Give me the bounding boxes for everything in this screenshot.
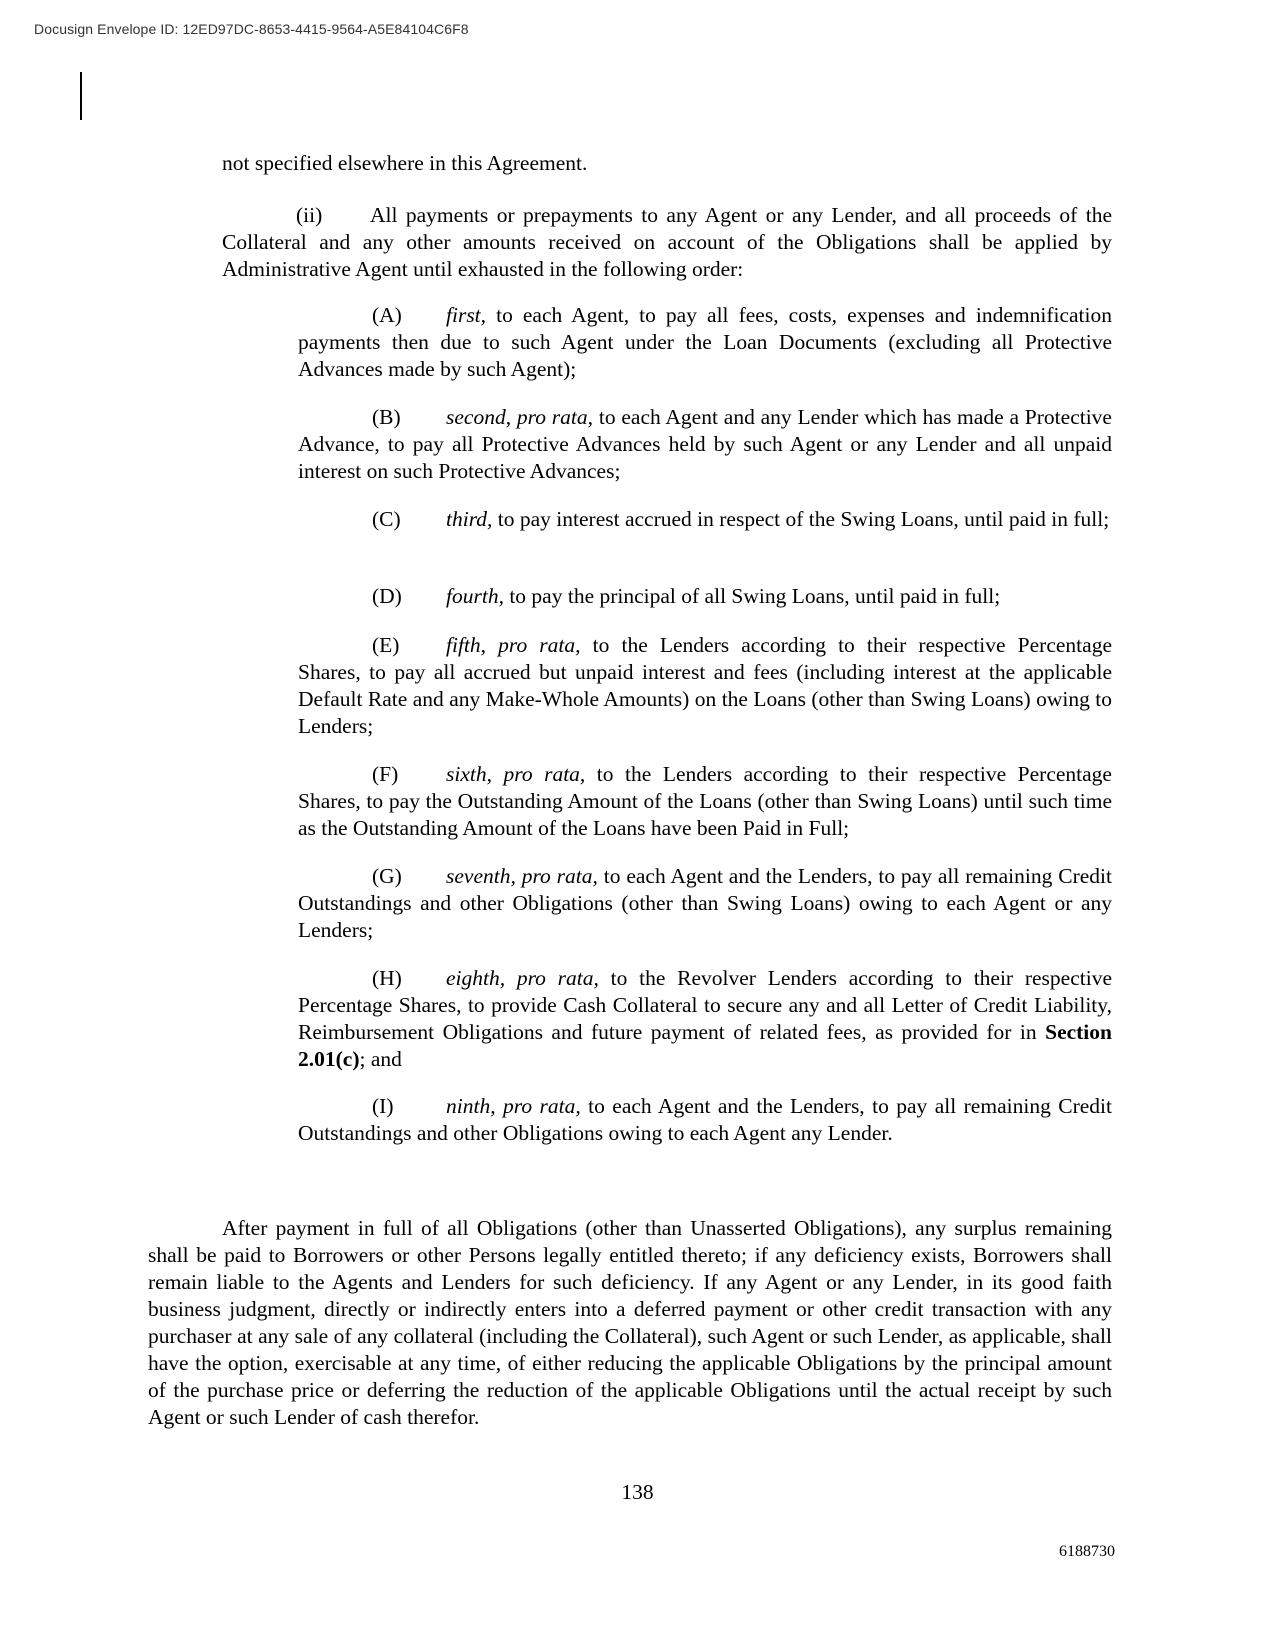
envelope-id: Docusign Envelope ID: 12ED97DC-8653-4415-9564-A5E84104C6F8 xyxy=(34,21,469,37)
item-keyword: seventh, pro rata, xyxy=(446,864,598,888)
change-bar xyxy=(80,72,82,120)
item-text: to each Agent and the Lenders, to pay all remaining Credit Outstandings and other Obligations owing to each Agent any Lender. xyxy=(298,1094,1112,1145)
list-item-f xyxy=(298,761,1112,842)
item-keyword: eighth, pro rata, xyxy=(446,966,599,990)
list-item-d xyxy=(298,583,1112,610)
item-number: (I) xyxy=(372,1094,394,1118)
item-keyword: sixth, pro rata, xyxy=(446,762,586,786)
item-keyword: third, xyxy=(446,507,493,531)
item-text: to pay the principal of all Swing Loans, until paid in full; xyxy=(503,584,1001,608)
item-text: to the Lenders according to their respective Percentage Shares, to pay all accrued but unpaid interest and fees (including interest at the applicable Default Rate and any Make-Whole Amounts) on the Loans (other than Swing Loans) owing to Lenders; xyxy=(298,633,1112,738)
list-item-a xyxy=(298,302,1112,383)
list-item-i xyxy=(298,1093,1112,1147)
item-number: (A) xyxy=(372,303,402,327)
item-text: to each Agent, to pay all fees, costs, expenses and indemnification payments then due to such Agent under the Loan Documents (excluding all Protective Advances made by such Agent); xyxy=(298,303,1112,381)
item-number: (G) xyxy=(372,864,402,888)
item-keyword: first, xyxy=(446,303,487,327)
list-item-g xyxy=(298,863,1112,944)
item-text-tail: ; and xyxy=(359,1047,402,1071)
list-item-c xyxy=(298,506,1112,533)
item-number: (E) xyxy=(372,633,400,657)
list-item-b xyxy=(298,404,1112,485)
item-keyword: fifth, pro rata, xyxy=(446,633,581,657)
document-number: 6188730 xyxy=(1059,1543,1115,1560)
page-number: 138 xyxy=(621,1480,654,1504)
item-number: (C) xyxy=(372,507,401,531)
item-text: to each Agent and the Lenders, to pay all remaining Credit Outstandings and other Obligations (other than Swing Loans) owing to each Agent or any Lenders; xyxy=(298,864,1112,942)
item-text: to each Agent and any Lender which has made a Protective Advance, to pay all Protective Advances held by such Agent or any Lender and all unpaid interest on such Protective Advances; xyxy=(298,405,1112,483)
item-number: (D) xyxy=(372,584,402,608)
item-number: (H) xyxy=(372,966,402,990)
item-number: (B) xyxy=(372,405,401,429)
item-keyword: second, pro rata, xyxy=(446,405,594,429)
closing-paragraph: After payment in full of all Obligations (other than Unasserted Obligations), any surplus remaining shall be paid to Borrowers or other Persons legally entitled thereto; if any deficiency exists, Borrowers shall remain liable to the Agents and Lenders for such deficiency. If any Agent or any Lender, in its good faith business judgment, directly or indirectly enters into a deferred payment or other credit transaction with any purchaser at any sale of any collateral (including the Collateral), such Agent or such Lender, as applicable, shall have the option, exercisable at any time, of either reducing the applicable Obligations by the principal amount of the purchase price or deferring the reduction of the applicable Obligations until the actual receipt by such Agent or such Lender of cash therefor. xyxy=(148,1216,1112,1429)
item-keyword: fourth, xyxy=(446,584,504,608)
clause-ii xyxy=(222,202,1112,283)
list-item-e xyxy=(298,632,1112,740)
continuation-paragraph: not specified elsewhere in this Agreement. xyxy=(222,151,588,175)
item-text: to the Revolver Lenders according to their respective Percentage Shares, to provide Cash Collateral to secure any and all Letter of Credit Liability, Reimbursement Obligations and future payment of related fees, as provided for in xyxy=(298,966,1112,1044)
item-text: to pay interest accrued in respect of the Swing Loans, until paid in full; xyxy=(492,507,1110,531)
clause-text: All payments or prepayments to any Agent or any Lender, and all proceeds of the Collateral and any other amounts received on account of the Obligations shall be applied by Administrative Agent until exhausted in the following order: xyxy=(222,203,1112,281)
section-reference: Section 2.01(c) xyxy=(298,1020,1112,1071)
item-keyword: ninth, pro rata, xyxy=(446,1094,581,1118)
item-text: to the Lenders according to their respective Percentage Shares, to pay the Outstanding Amount of the Loans (other than Swing Loans) until such time as the Outstanding Amount of the Loans have been Paid in Full; xyxy=(298,762,1112,840)
list-item-h xyxy=(298,965,1112,1073)
clause-number: (ii) xyxy=(296,203,323,227)
item-number: (F) xyxy=(372,762,399,786)
